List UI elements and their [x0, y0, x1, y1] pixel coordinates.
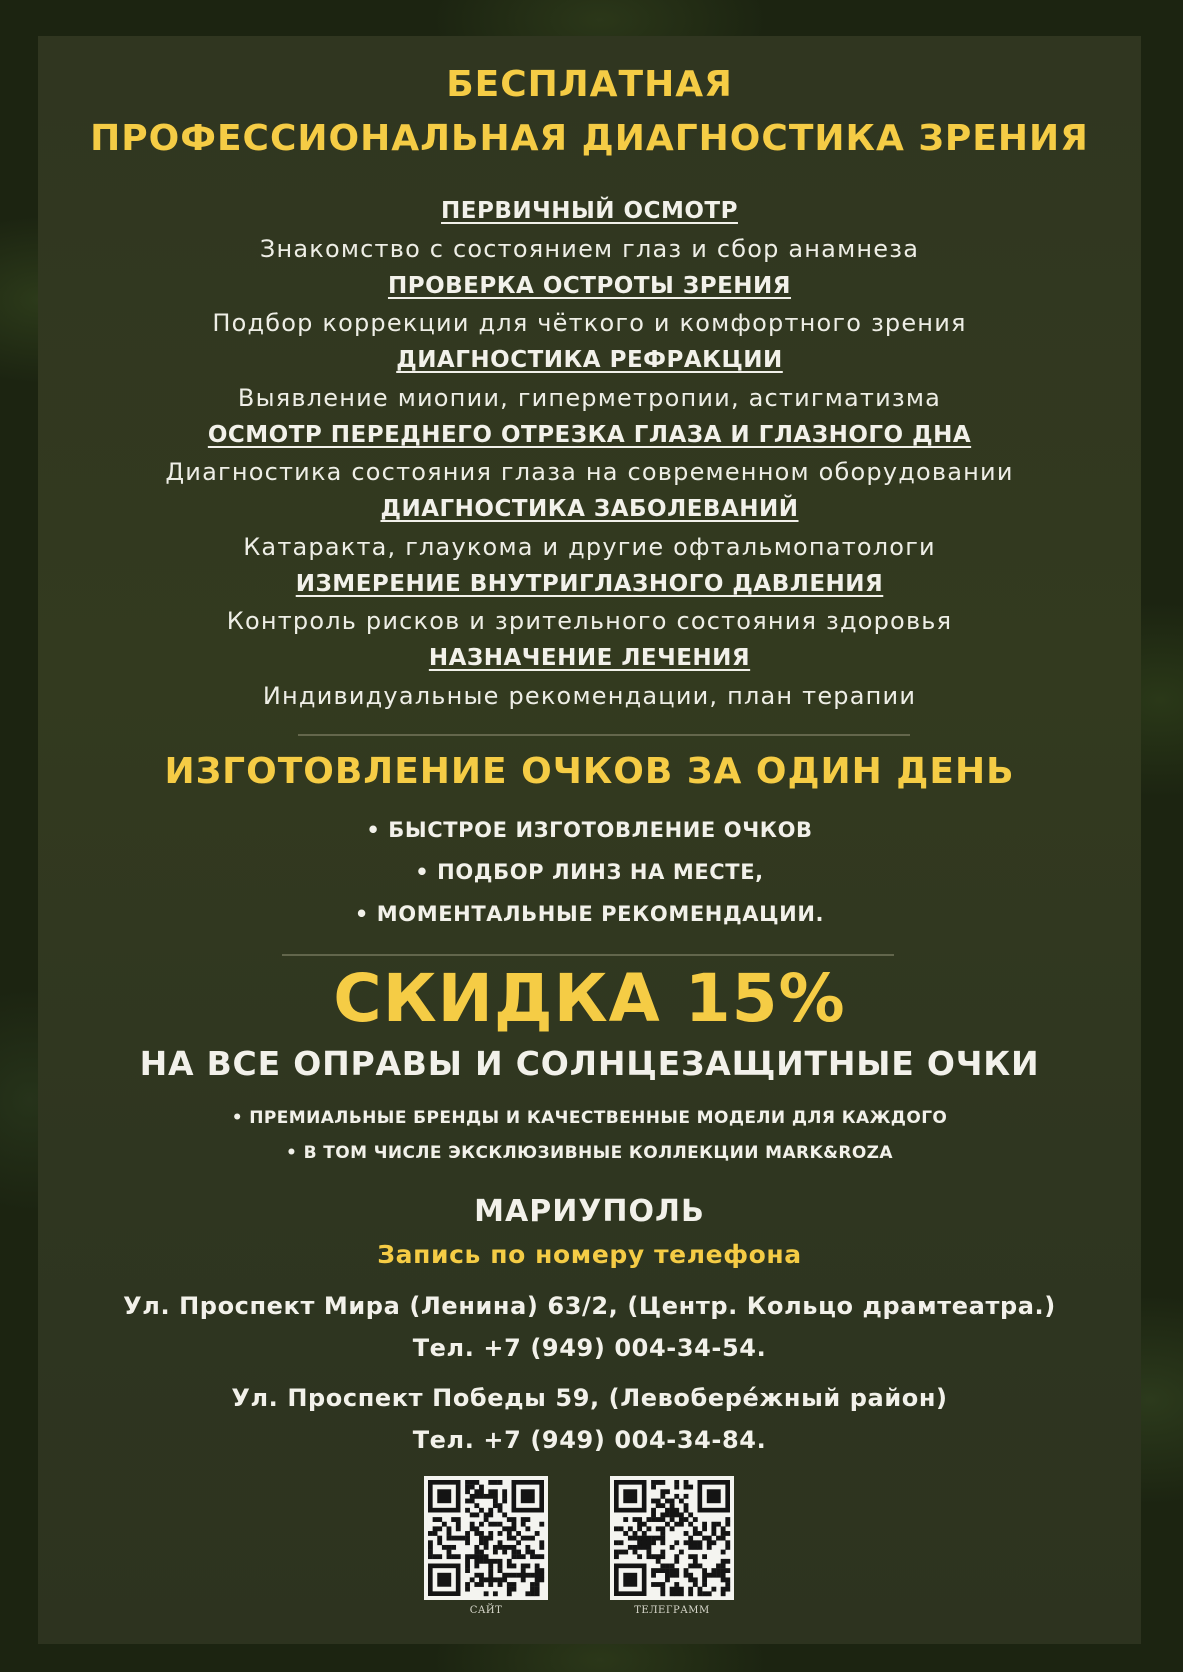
- service-title-refraction: ДИАГНОСТИКА РЕФРАКЦИИ: [396, 347, 783, 373]
- glasses-title: ИЗГОТОВЛЕНИЕ ОЧКОВ ЗА ОДИН ДЕНЬ: [164, 751, 1015, 792]
- service-title-pressure: ИЗМЕРЕНИЕ ВНУТРИГЛАЗНОГО ДАВЛЕНИЯ: [295, 571, 884, 597]
- discount-bullet-2: • В ТОМ ЧИСЛЕ ЭКСКЛЮЗИВНЫЕ КОЛЛЕКЦИИ MARK&ROZA: [286, 1143, 893, 1163]
- divider-2: [282, 954, 894, 956]
- qr-site-label: САЙТ: [469, 1605, 503, 1616]
- discount-subtitle: НА ВСЕ ОПРАВЫ И СОЛНЦЕЗАЩИТНЫЕ ОЧКИ: [139, 1044, 1040, 1083]
- service-desc-pressure: Контроль рисков и зрительного состояния здоровья: [226, 607, 953, 635]
- service-title-treatment: НАЗНАЧЕНИЕ ЛЕЧЕНИЯ: [428, 645, 751, 671]
- service-desc-treatment: Индивидуальные рекомендации, план терапии: [262, 682, 917, 710]
- service-title-initial-exam: ПЕРВИЧНЫЙ ОСМОТР: [441, 198, 738, 224]
- header-line-1: БЕСПЛАТНАЯ: [446, 64, 733, 105]
- divider-1: [298, 734, 910, 736]
- address-1: Ул. Проспект Мира (Ленина) 63/2, (Центр. Кольцо драмтеатра.): [123, 1292, 1056, 1320]
- address-2: Ул. Проспект Победы 59, (Левобере́жный район): [231, 1384, 948, 1412]
- service-title-visual-acuity: ПРОВЕРКА ОСТРОТЫ ЗРЕНИЯ: [387, 273, 792, 299]
- qr-telegram[interactable]: [610, 1476, 734, 1600]
- header-line-2: ПРОФЕССИОНАЛЬНАЯ ДИАГНОСТИКА ЗРЕНИЯ: [90, 118, 1089, 159]
- glasses-bullet-2: • ПОДБОР ЛИНЗ НА МЕСТЕ,: [415, 860, 764, 884]
- phone-1[interactable]: Тел. +7 (949) 004-34-54.: [412, 1334, 767, 1362]
- city-title: МАРИУПОЛЬ: [474, 1194, 705, 1229]
- qr-telegram-label: ТЕЛЕГРАММ: [634, 1605, 710, 1616]
- qr-site[interactable]: [424, 1476, 548, 1600]
- glasses-bullet-1: • БЫСТРОЕ ИЗГОТОВЛЕНИЕ ОЧКОВ: [366, 818, 813, 842]
- discount-bullet-1: • ПРЕМИАЛЬНЫЕ БРЕНДЫ И КАЧЕСТВЕННЫЕ МОДЕЛИ ДЛЯ КАЖДОГО: [231, 1108, 948, 1128]
- phone-2[interactable]: Тел. +7 (949) 004-34-84.: [412, 1426, 767, 1454]
- booking-note: Запись по номеру телефона: [377, 1240, 802, 1269]
- discount-title: СКИДКА 15%: [333, 960, 846, 1037]
- service-desc-visual-acuity: Подбор коррекции для чёткого и комфортного зрения: [212, 309, 967, 337]
- service-desc-anterior-segment: Диагностика состояния глаза на современном оборудовании: [165, 458, 1014, 486]
- service-desc-refraction: Выявление миопии, гиперметропии, астигматизма: [237, 384, 942, 412]
- service-desc-diseases: Катаракта, глаукома и другие офтальмопатологи: [243, 533, 936, 561]
- poster-panel: [38, 36, 1141, 1644]
- service-title-diseases: ДИАГНОСТИКА ЗАБОЛЕВАНИЙ: [380, 496, 799, 522]
- service-desc-initial-exam: Знакомство с состоянием глаз и сбор анамнеза: [259, 235, 920, 263]
- glasses-bullet-3: • МОМЕНТАЛЬНЫЕ РЕКОМЕНДАЦИИ.: [354, 902, 825, 926]
- service-title-anterior-segment: ОСМОТР ПЕРЕДНЕГО ОТРЕЗКА ГЛАЗА И ГЛАЗНОГО ДНА: [207, 422, 972, 448]
